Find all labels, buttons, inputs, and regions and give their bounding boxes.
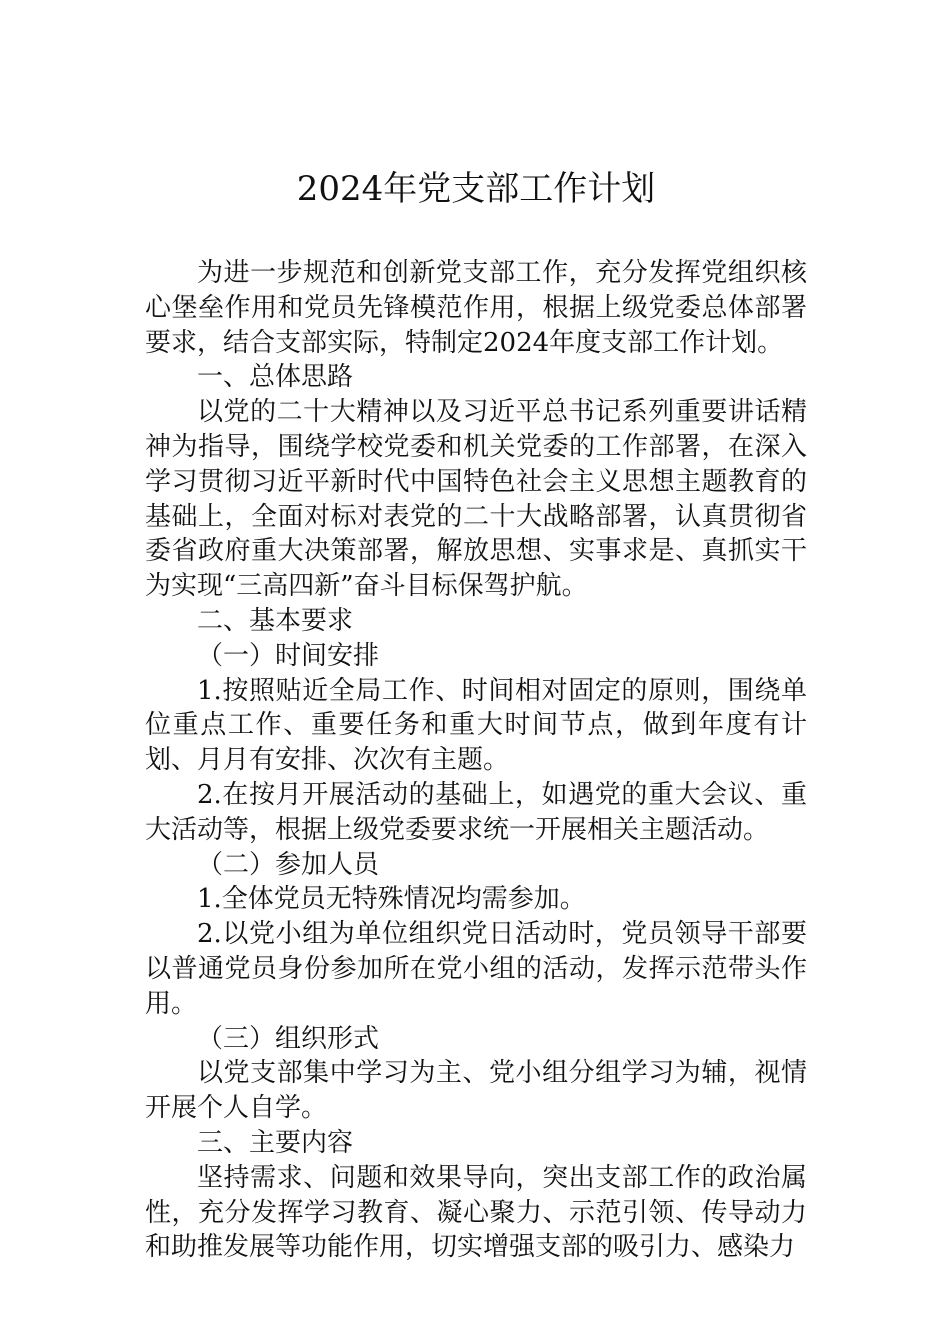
format-paragraph: 以党支部集中学习为主、党小组分组学习为辅，视情开展个人自学。 — [145, 1058, 807, 1124]
time-item-1: 1.按照贴近全局工作、时间相对固定的原则，围绕单位重点工作、重要任务和重大时间节点，做到年度有计划、月月有安排、次次有主题。 — [145, 675, 807, 776]
document-page — [145, 0, 807, 1344]
section-heading-3: 三、主要内容 — [197, 1127, 354, 1158]
section-1-paragraph: 以党的二十大精神以及习近平总书记系列重要讲话精神为指导，围绕学校党委和机关党委的工作部署，在深入学习贯彻习近平新时代中国特色社会主义思想主题教育的基础上，全面对标对表党的二十大战略部署，认真贯彻省委省政府重大决策部署，解放思想、实事求是、真抓实干为实现“三高四新”奋斗目标保驾护航。 — [145, 397, 807, 602]
section-3-paragraph: 坚持需求、问题和效果导向，突出支部工作的政治属性，充分发挥学习教育、凝心聚力、示范引领、传导动力和助推发展等功能作用，切实增强支部的吸引力、感染力 — [145, 1162, 807, 1263]
section-heading-1: 一、总体思路 — [197, 362, 354, 393]
intro-paragraph: 为进一步规范和创新党支部工作，充分发挥党组织核心堡垒作用和党员先锋模范作用，根据上级党委总体部署要求，结合支部实际，特制定2024年度支部工作计划。 — [145, 258, 807, 358]
participants-item-1: 1.全体党员无特殊情况均需参加。 — [197, 884, 586, 915]
subsection-heading-format: （三）组织形式 — [197, 1023, 380, 1054]
section-heading-2: 二、基本要求 — [197, 605, 354, 636]
participants-item-2: 2.以党小组为单位组织党日活动时，党员领导干部要以普通党员身份参加所在党小组的活动，发挥示范带头作用。 — [145, 919, 807, 1019]
document-title: 2024年党支部工作计划 — [296, 169, 656, 209]
subsection-heading-time: （一）时间安排 — [197, 640, 380, 671]
time-item-2: 2.在按月开展活动的基础上，如遇党的重大会议、重大活动等，根据上级党委要求统一开展相关主题活动。 — [145, 779, 807, 845]
subsection-heading-participants: （二）参加人员 — [197, 849, 380, 880]
document-body — [145, 256, 807, 1265]
